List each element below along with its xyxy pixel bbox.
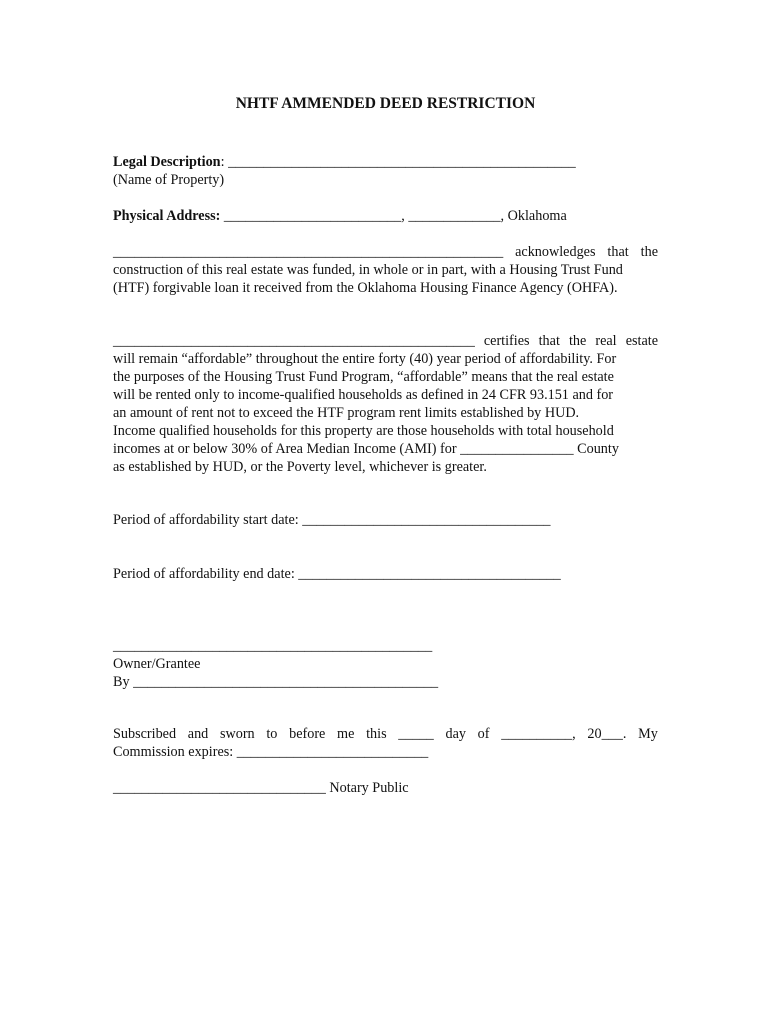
name-of-property-note: (Name of Property) <box>113 172 225 188</box>
affordability-start-date[interactable]: Period of affordability start date: ___________________________________ <box>113 512 551 528</box>
subscribed-sworn-line[interactable] <box>113 725 658 743</box>
subscribed-word: 20___. <box>587 726 627 742</box>
legal-description-colon: : <box>220 154 229 170</box>
subscribed-word: day <box>445 726 466 742</box>
certifies-county-line[interactable]: incomes at or below 30% of Area Median Income (AMI) for ________________ County <box>113 441 619 457</box>
certifies-line: the purposes of the Housing Trust Fund Program, “affordable” means that the real estate <box>113 369 614 385</box>
subscribed-sworn-block <box>113 725 658 761</box>
certifies-grantee-blank[interactable]: ___________________________________________________ <box>113 333 475 349</box>
acknowledge-paragraph <box>113 243 658 297</box>
certifies-line: will remain “affordable” throughout the entire forty (40) year period of affordability. For <box>113 351 617 367</box>
certifies-first-text: certifies that the real estate <box>483 333 658 349</box>
acknowledge-line: (HTF) forgivable loan it received from the Oklahoma Housing Finance Agency (OHFA). <box>113 280 618 296</box>
legal-description-blank[interactable]: _________________________________________________ <box>228 154 576 170</box>
subscribed-word: My <box>638 726 658 742</box>
subscribed-word: before <box>289 726 326 742</box>
certifies-paragraph <box>113 332 658 476</box>
affordability-end-date[interactable]: Period of affordability end date: _____________________________________ <box>113 566 561 582</box>
acknowledge-grantee-blank[interactable]: _______________________________________________________ <box>113 244 504 260</box>
legal-description-line <box>113 153 658 171</box>
subscribed-word: and <box>187 726 209 742</box>
physical-address-label: Physical Address: <box>113 208 221 224</box>
subscribed-word: sworn <box>219 726 255 742</box>
certifies-line: Income qualified households for this property are those households with total household <box>113 423 614 439</box>
certifies-first-line <box>113 332 658 350</box>
owner-by-line[interactable]: By ___________________________________________ <box>113 674 439 690</box>
certifies-line: an amount of rent not to exceed the HTF program rent limits established by HUD. <box>113 405 580 421</box>
commission-expires-line[interactable]: Commission expires: ___________________________ <box>113 744 429 760</box>
acknowledge-line: construction of this real estate was funded, in whole or in part, with a Housing Trust Fund <box>113 262 623 278</box>
certifies-line: will be rented only to income-qualified households as defined in 24 CFR 93.151 and for <box>113 387 614 403</box>
document-title: NHTF AMMENDED DEED RESTRICTION <box>235 95 536 112</box>
certifies-line: as established by HUD, or the Poverty level, whichever is greater. <box>113 459 487 475</box>
subscribed-word: this <box>366 726 387 742</box>
subscribed-word: of <box>477 726 490 742</box>
subscribed-word: __________, <box>501 726 576 742</box>
owner-signature-line[interactable]: _____________________________________________ <box>113 638 433 654</box>
owner-grantee-label: Owner/Grantee <box>113 656 201 672</box>
subscribed-word: me <box>337 726 355 742</box>
subscribed-word: _____ <box>398 726 434 742</box>
notary-public-line[interactable]: ______________________________ Notary Public <box>113 780 409 796</box>
physical-address-blank[interactable]: _________________________, _____________, Oklahoma <box>220 208 567 224</box>
acknowledge-first-text: acknowledges that the <box>515 244 658 260</box>
legal-description-label: Legal Description <box>113 154 221 170</box>
physical-address-line <box>113 207 658 225</box>
owner-signature-block <box>113 637 658 691</box>
subscribed-word: to <box>266 726 278 742</box>
legal-description-section <box>113 153 658 189</box>
acknowledge-first-line <box>113 243 658 261</box>
subscribed-word: Subscribed <box>113 726 177 742</box>
